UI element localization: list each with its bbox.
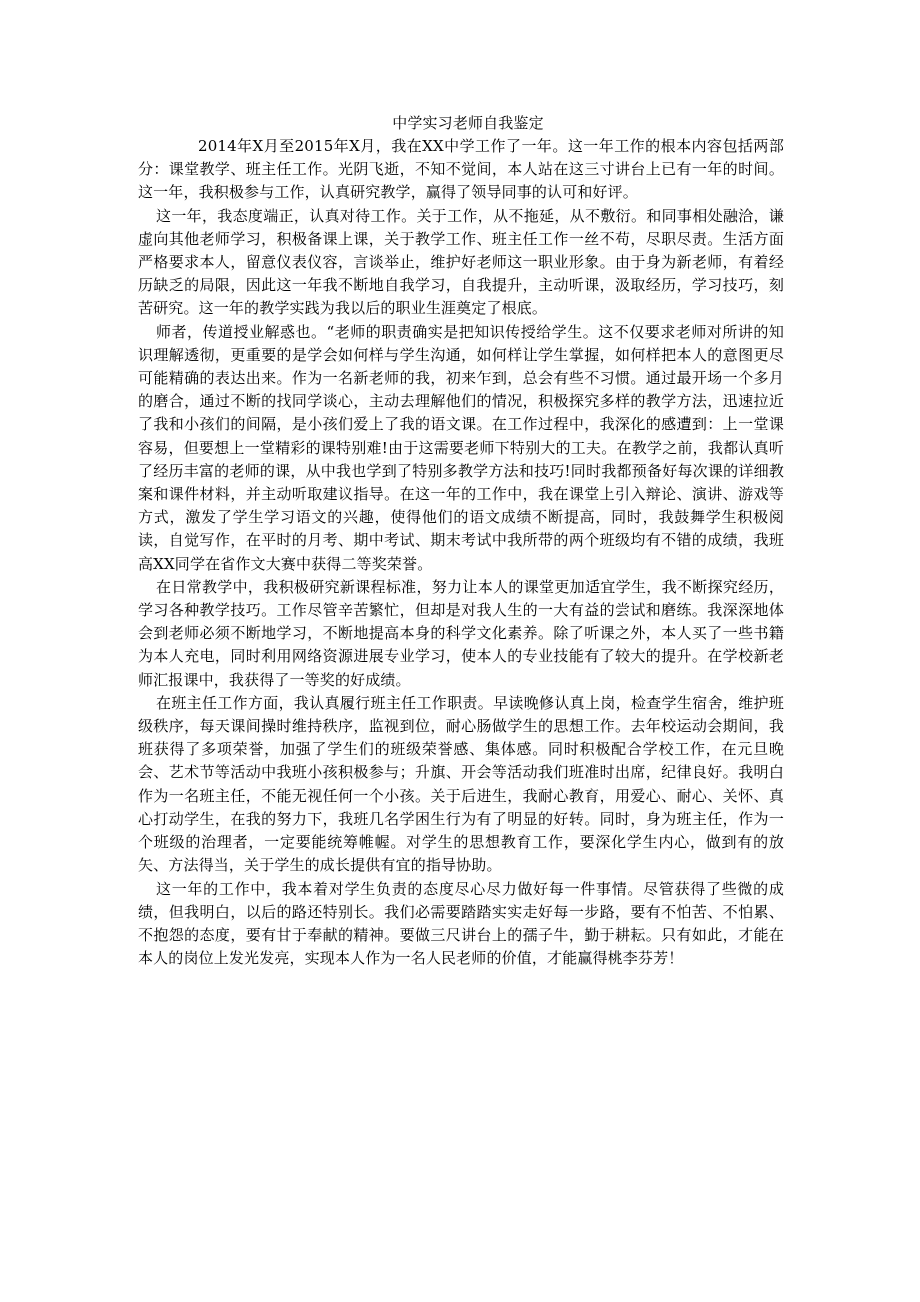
- paragraph-conclusion: 这一年的工作中，我本着对学生负责的态度尽心尽力做好每一件事情。尽管获得了些微的成绩，但我明白，以后的路还特别长。我们必需要踏踏实实走好每一步路，要有不怕苦、不怕累、不抱怨的态度，要有甘于奉献的精神。要做三尺讲台上的孺子牛，勤于耕耘。只有如此，才能在本人的岗位上发光发亮，实现本人作为一名人民老师的价值，才能赢得桃李芬芳！: [138, 879, 784, 968]
- paragraph-teaching: 师者，传道授业解惑也。“老师的职责确实是把知识传授给学生。这不仅要求老师对所讲的知识理解透彻，更重要的是学会如何样与学生沟通，如何样让学生掌握，如何样把本人的意图更尽可能精确的表达出来。作为一名新老师的我，初来乍到，总会有些不习惯。通过最开场一个多月的磨合，通过不断的找同学谈心，主动去理解他们的情况，积极探究多样的教学方法，迅速拉近了我和小孩们的间隔，是小孩们爱上了我的语文课。在工作过程中，我深化的感遭到：上一堂课容易，但要想上一堂精彩的课特别难!由于这需要老师下特别大的工夫。在教学之前，我都认真听了经历丰富的老师的课，从中我也学到了特别多教学方法和技巧!同时我都预备好每次课的详细教案和课件材料，并主动听取建议指导。在这一年的工作中，我在课堂上引入辩论、演讲、游戏等方式，激发了学生学习语文的兴趣，使得他们的语文成绩不断提高，同时，我鼓舞学生积极阅读，自觉写作，在平时的月考、期中考试、期末考试中我所带的两个班级均有不错的成绩，我班高XX同学在省作文大赛中获得二等奖荣誉。: [138, 322, 784, 573]
- paragraph-intro: 2014年X月至2015年X月，我在XX中学工作了一年。这一年工作的根本内容包括两部分：课堂教学、班主任工作。光阴飞逝，不知不觉间，本人站在这三寸讲台上已有一年的时间。这一年，我积极参与工作，认真研究教学，赢得了领导同事的认可和好评。: [138, 137, 784, 202]
- document-title: 中学实习老师自我鉴定: [392, 114, 544, 132]
- paragraph-daily-teaching: 在日常教学中，我积极研究新课程标准，努力让本人的课堂更加适宜学生，我不断探究经历，学习各种教学技巧。工作尽管辛苦繁忙，但却是对我人生的一大有益的尝试和磨练。我深深地体会到老师必须不断地学习，不断地提高本身的科学文化素养。除了听课之外，本人买了一些书籍为本人充电，同时利用网络资源进展专业学习，使本人的专业技能有了较大的提升。在学校新老师汇报课中，我获得了一等奖的好成绩。: [138, 577, 784, 689]
- document-page: [138, 112, 784, 970]
- paragraph-attitude: 这一年，我态度端正，认真对待工作。关于工作，从不拖延，从不敷衍。和同事相处融洽，谦虚向其他老师学习，积极备课上课，关于教学工作、班主任工作一丝不苟，尽职尽责。生活方面严格要求本人，留意仪表仪容，言谈举止，维护好老师这一职业形象。由于身为新老师，有着经历缺乏的局限，因此这一年我不断地自我学习，自我提升，主动听课，汲取经历，学习技巧，刻苦研究。这一年的教学实践为我以后的职业生涯奠定了根底。: [138, 206, 784, 318]
- paragraph-class-teacher: 在班主任工作方面，我认真履行班主任工作职责。早读晚修认真上岗，检查学生宿舍，维护班级秩序，每天课间操时维持秩序，监视到位，耐心肠做学生的思想工作。去年校运动会期间，我班获得了多项荣誉，加强了学生们的班级荣誉感、集体感。同时积极配合学校工作，在元旦晚会、艺术节等活动中我班小孩积极参与；升旗、开会等活动我们班准时出席，纪律良好。我明白作为一名班主任，不能无视任何一个小孩。关于后进生，我耐心教育，用爱心、耐心、关怀、真心打动学生，在我的努力下，我班几名学困生行为有了明显的好转。同时，身为班主任，作为一个班级的治理者，一定要能统筹帷幄。对学生的思想教育工作，要深化学生内心，做到有的放矢、方法得当，关于学生的成长提供有宜的指导协助。: [138, 693, 784, 875]
